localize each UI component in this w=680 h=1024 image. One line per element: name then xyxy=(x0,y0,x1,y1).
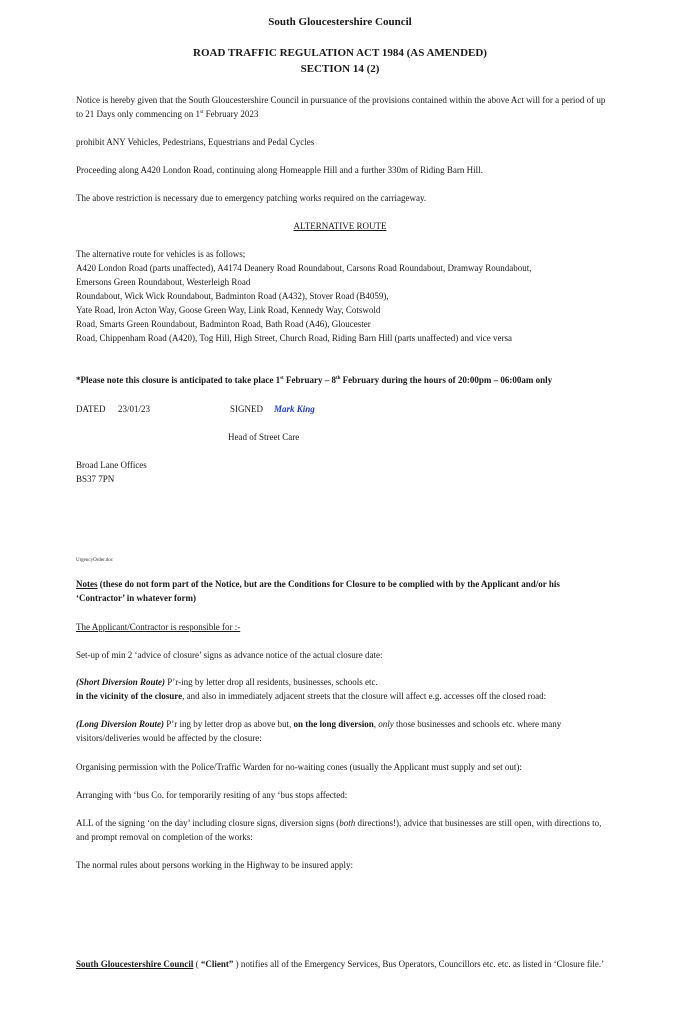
notes-heading xyxy=(76,577,606,605)
route-line: Road, Chippenham Road (A420), Tog Hill, High Street, Church Road, Riding Barn Hill (parts unaffected) and vice versa xyxy=(76,333,512,343)
long-diversion-sep: , xyxy=(373,719,379,729)
council-title: South Gloucestershire Council xyxy=(268,16,412,28)
signed-label: SIGNED xyxy=(230,404,263,414)
notes-heading-label: Notes xyxy=(76,579,98,589)
short-diversion-bold: in the vicinity of the closure xyxy=(76,691,183,701)
short-diversion-b: , and also in immediately adjacent streets that the closure will affect e.g. accesses off the closed road: xyxy=(182,691,547,701)
alternative-route-heading: ALTERNATIVE ROUTE xyxy=(293,221,387,231)
route-line: Emersons Green Roundabout, Westerleigh Road xyxy=(76,277,251,287)
office-address xyxy=(76,458,606,486)
proceeding-text: Proceeding along A420 London Road, continuing along Homeapple Hill and a further 330m of Riding Barn Hill. xyxy=(76,165,483,175)
long-diversion-label: (Long Diversion Route) xyxy=(76,719,165,729)
closure-note-sup1: st xyxy=(280,376,284,381)
notes-heading-text: (these do not form part of the Notice, but are the Conditions for Closure to be complied with by the Applicant and/or his ‘Contractor’ in whatever form) xyxy=(76,579,560,603)
long-diversion-bold: on the long diversion xyxy=(293,719,374,729)
client-label: “Client” xyxy=(200,959,234,969)
dated-value: 23/01/23 xyxy=(118,404,151,414)
alternative-route-list xyxy=(76,247,606,345)
section-title: SECTION 14 (2) xyxy=(300,63,380,75)
short-diversion-a: P’r-ing by letter drop all residents, businesses, schools etc. xyxy=(165,677,378,687)
notice-intro-end: February 2023 xyxy=(203,109,259,119)
restriction-text: The above restriction is necessary due to emergency patching works required on the carriageway. xyxy=(76,193,427,203)
signing-a: ALL of the signing ‘on the day’ including closure signs, diversion signs ( xyxy=(76,818,340,828)
signing-both: both xyxy=(339,818,356,828)
closure-note-a: *Please note this closure is anticipated to take place 1 xyxy=(76,375,281,385)
responsible-heading: The Applicant/Contractor is responsible for :- xyxy=(76,622,241,632)
client-mid: ( xyxy=(193,959,201,969)
long-diversion-b: those businesses and schools etc. where many visitors/deliveries would be affected by the closure: xyxy=(76,719,562,743)
act-title: ROAD TRAFFIC REGULATION ACT 1984 (AS AMENDED) xyxy=(193,47,487,59)
prohibit-text: prohibit ANY Vehicles, Pedestrians, Equestrians and Pedal Cycles xyxy=(76,137,315,147)
closure-note xyxy=(76,373,606,387)
long-diversion-a: P’r ing by letter drop as above but, xyxy=(164,719,294,729)
route-line: The alternative route for vehicles is as follows; xyxy=(76,249,246,259)
closure-note-sup2: th xyxy=(335,376,341,381)
dated-label: DATED xyxy=(76,404,106,414)
closure-note-c: February during the hours of 20:00pm – 06:00am only xyxy=(340,375,553,385)
signoff-row xyxy=(76,402,606,416)
file-reference: UrgencyOrder.doc xyxy=(76,558,113,563)
short-diversion-text xyxy=(76,675,606,703)
long-diversion-text xyxy=(76,717,606,745)
client-council: South Gloucestershire Council xyxy=(76,959,194,969)
client-rest: ) notifies all of the Emergency Services, Bus Operators, Councillors etc. etc. as listed in ‘Closure file.’ xyxy=(233,959,605,969)
signing-text xyxy=(76,816,606,844)
route-line: A420 London Road (parts unaffected), A4174 Deanery Road Roundabout, Carsons Road Roundabout, Dramway Roundabout, xyxy=(76,263,532,273)
setup-text: Set-up of min 2 ‘advice of closure’ signs as advance notice of the actual closure date: xyxy=(76,650,383,660)
closure-note-b: February – 8 xyxy=(283,375,336,385)
address-line: Broad Lane Offices xyxy=(76,460,147,470)
signing-b: directions!), advice that businesses are still open, with directions to, and prompt removal on completion of the works: xyxy=(76,818,602,842)
long-diversion-only: only xyxy=(378,719,394,729)
bus-text: Arranging with ‘bus Co. for temporarily resiting of any ‘bus stops affected: xyxy=(76,790,348,800)
route-line: Road, Smarts Green Roundabout, Badminton Road, Bath Road (A46), Gloucester xyxy=(76,319,371,329)
address-line: BS37 7PN xyxy=(76,474,115,484)
rules-text: The normal rules about persons working in the Highway to be insured apply: xyxy=(76,860,353,870)
signatory-role: Head of Street Care xyxy=(228,432,300,442)
short-diversion-label: (Short Diversion Route) xyxy=(76,677,166,687)
notice-intro xyxy=(76,93,606,121)
notice-intro-text: Notice is hereby given that the South Gloucestershire Council in pursuance of the provisions contained within the above Act will for a period of up to 21 Days only commencing on 1 xyxy=(76,95,606,119)
client-text xyxy=(76,957,606,971)
signature: Mark King xyxy=(274,404,315,414)
route-line: Yate Road, Iron Acton Way, Goose Green Way, Link Road, Kennedy Way, Cotswold xyxy=(76,305,381,315)
route-line: Roundabout, Wick Wick Roundabout, Badminton Road (A432), Stover Road (B4059), xyxy=(76,291,389,301)
notice-intro-sup: st xyxy=(199,110,204,115)
police-text: Organising permission with the Police/Traffic Warden for no-waiting cones (usually the Applicant must supply and set out): xyxy=(76,762,522,772)
